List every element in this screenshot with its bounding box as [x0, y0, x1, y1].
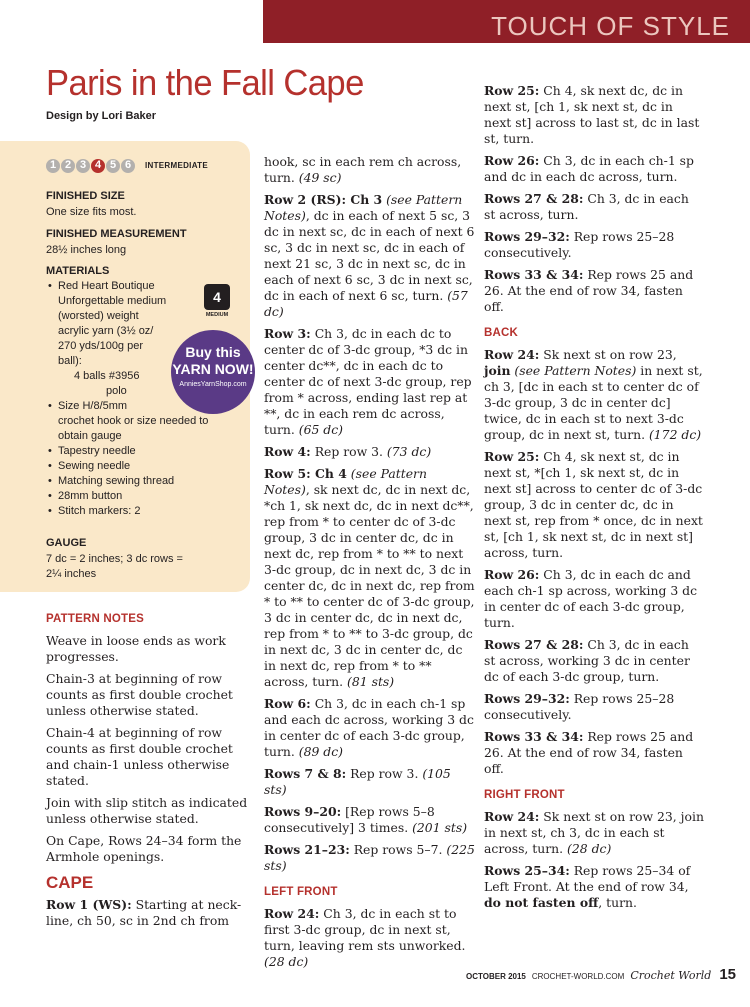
- buy-line-2: YARN NOW!: [172, 361, 254, 377]
- row-6: Row 6: Ch 3, dc in each ch-1 sp and each dc across, working 3 dc in center dc of each 3-dc group, turn. (89 dc): [264, 696, 474, 759]
- designer-credit: Design by Lori Baker: [46, 110, 157, 122]
- pattern-notes-heading: PATTERN NOTES: [46, 613, 145, 625]
- right-front-row-24: Row 24: Sk next st on row 23, join in next st, ch 3, dc in each st across, turn. (28 dc): [484, 809, 704, 856]
- section-band: [263, 0, 750, 43]
- materials-heading: MATERIALS: [46, 265, 110, 277]
- column-2: [264, 154, 475, 976]
- gauge-line-2: 2¼ inches: [46, 568, 97, 580]
- page-footer: [466, 966, 736, 983]
- back-row-26: Row 26: Ch 3, dc in each dc and each ch-1 sp across, working 3 dc in center dc of each 3-dc group, turn.: [484, 567, 698, 630]
- rows-9-20: Rows 9–20: [Rep rows 5–8 consecutively] 3 times. (201 sts): [264, 804, 468, 835]
- back-rows-29-32: Rows 29–32: Rep rows 25–28 consecutively.: [484, 691, 675, 722]
- row-3: Row 3: Ch 3, dc in each dc to center dc of 3-dc group, *3 dc in center dc**, dc in each dc to center dc of next 3-dc group, rep from * across, ending last rep at **, dc in each rem dc across, turn. (65 dc): [264, 326, 472, 437]
- yarn-weight-icon: [200, 284, 234, 318]
- skill-level-5: 5: [106, 159, 120, 173]
- buy-line-1: Buy this: [185, 344, 241, 360]
- stitch-markers-item: • Stitch markers: 2: [48, 505, 141, 517]
- skill-level-3: 3: [76, 159, 90, 173]
- yarn-item: • Red Heart Boutique: [48, 280, 155, 292]
- right-front-heading: RIGHT FRONT: [484, 789, 565, 801]
- left-front-rows-33-34: Rows 33 & 34: Rep rows 25 and 26. At the end of row 34, fasten off.: [484, 267, 694, 314]
- right-front-rows-25-34: Rows 25–34: Rep rows 25–34 of Left Front. At the end of row 34, do not fasten off, turn.: [484, 863, 691, 910]
- finished-size-text: One size fits most.: [46, 206, 137, 218]
- column-3: [484, 83, 704, 917]
- back-rows-27-28: Rows 27 & 28: Ch 3, dc in each st across, working 3 dc in center dc of each 3-dc group, turn.: [484, 637, 690, 684]
- row-5: Row 5: Ch 4 (see Pattern Notes), sk next dc, dc in next dc, *ch 1, sk next dc, dc in next dc**, rep from * to center dc of 3-dc group, 3 dc in center dc, dc in next dc, rep from * to ** to next 3-dc group, dc in next dc, 3 dc in center dc, dc in next dc, rep from * to ** to center dc of 3-dc group, 3 dc in center dc, dc in next dc, rep from * to ** to 3-dc group, dc in next dc, 3 dc in center dc, dc in next dc, rep from * to ** across, turn. (81 sts): [264, 466, 475, 689]
- left-front-row-26: Row 26: Ch 3, dc in each ch-1 sp and dc in each dc across, turn.: [484, 153, 694, 184]
- gauge-heading: GAUGE: [46, 537, 87, 549]
- skill-level-2: 2: [61, 159, 75, 173]
- section-label: TOUCH OF STYLE: [491, 11, 730, 41]
- skill-level-4-active: 4: [91, 159, 105, 173]
- gauge-line-1: 7 dc = 2 inches; 3 dc rows =: [46, 553, 183, 565]
- skill-level-1: 1: [46, 159, 60, 173]
- buy-url[interactable]: AnniesYarnShop.com: [179, 381, 247, 388]
- yarn-weight-label: MEDIUM: [205, 312, 229, 318]
- finished-size: [46, 189, 136, 220]
- column-1: [46, 611, 251, 935]
- measurement-heading: FINISHED MEASUREMENT: [46, 228, 187, 240]
- sewing-needle-item: • Sewing needle: [48, 460, 131, 472]
- rows-21-23: Rows 21–23: Rep rows 5–7. (225 sts): [264, 842, 475, 873]
- note-3: Chain-4 at beginning of row counts as first double crochet and chain-1 unless otherwise stated.: [46, 725, 233, 788]
- page-title: Paris in the Fall Cape: [46, 62, 364, 103]
- rows-7-8: Rows 7 & 8: Rep row 3. (105 sts): [264, 766, 451, 797]
- finished-size-heading: FINISHED SIZE: [46, 190, 125, 202]
- skill-label: INTERMEDIATE: [145, 161, 209, 170]
- note-1: Weave in loose ends as work progresses.: [46, 633, 226, 664]
- issue-date: OCTOBER 2015: [466, 972, 526, 981]
- left-front-heading: LEFT FRONT: [264, 886, 338, 898]
- skill-level-6: 6: [121, 159, 135, 173]
- gauge: [46, 536, 183, 582]
- page-number: 15: [719, 966, 736, 983]
- sewing-thread-item: • Matching sewing thread: [48, 475, 175, 487]
- materials: [46, 264, 232, 280]
- left-front-rows-27-28: Rows 27 & 28: Ch 3, dc in each st across, turn.: [484, 191, 689, 222]
- left-front-rows-29-32: Rows 29–32: Rep rows 25–28 consecutively.: [484, 229, 675, 260]
- note-4: Join with slip stitch as indicated unless otherwise stated.: [46, 795, 248, 826]
- back-row-25: Row 25: Ch 4, sk next st, dc in next st, *[ch 1, sk next st, dc in next st] across to center dc of 3-dc group, 3 dc in center dc, dc in next st, rep from * once, dc in next st, [ch 1, sk next st, dc in next st] across, turn.: [484, 449, 703, 560]
- note-5: On Cape, Rows 24–34 form the Armhole openings.: [46, 833, 242, 864]
- hook-item: • Size H/8/5mm: [48, 400, 128, 412]
- row-4: Row 4: Rep row 3. (73 dc): [264, 444, 432, 459]
- back-row-24: Row 24: Sk next st on row 23, join (see Pattern Notes) in next st, ch 3, [dc in each st to center dc of 3-dc group, 3 dc in center dc] twice, dc in each st to next 3-dc group, dc in next st, turn. (172 dc): [484, 347, 703, 442]
- tapestry-needle-item: • Tapestry needle: [48, 445, 136, 457]
- left-front-row-25: Row 25: Ch 4, sk next dc, dc in next st, [ch 1, sk next st, dc in next st] across to last st, dc in last st, turn.: [484, 83, 700, 146]
- materials-list: • Red Heart Boutique Unforgettable medium (worsted) weight acrylic yarn (3½ oz/ 270 yds/100g per ball): 4 balls #3956 polo • Size H/8/5mm crochet hook or size needed to obtain gauge • Tapestry needle • Sewing needle • Matching sewing thread • 28mm button • Stitch markers: 2: [46, 279, 216, 519]
- note-2: Chain-3 at beginning of row counts as first double crochet unless otherwise stated.: [46, 671, 233, 718]
- row-1: Row 1 (WS): Starting at neck-line, ch 50, sc in 2nd ch from: [46, 897, 242, 928]
- skill-level: [46, 158, 208, 173]
- back-rows-33-34: Rows 33 & 34: Rep rows 25 and 26. At the end of row 34, fasten off.: [484, 729, 694, 776]
- magazine-name: Crochet World: [630, 969, 712, 982]
- yarn-weight-number: 4: [204, 284, 230, 310]
- button-item: • 28mm button: [48, 490, 123, 502]
- cape-heading: CAPE: [46, 873, 94, 892]
- buy-yarn-badge[interactable]: [171, 330, 255, 414]
- row-2: Row 2 (RS): Ch 3 (see Pattern Notes), dc in each of next 5 sc, 3 dc in next sc, dc in each of next 6 sc, 3 dc in next sc, dc in each of next 21 sc, 3 dc in next sc, dc in each of next 6 sc, 3 dc in next sc, dc in each of next 6 sc, turn. (57 dc): [264, 192, 475, 319]
- back-heading: BACK: [484, 327, 519, 339]
- measurement-text: 28½ inches long: [46, 244, 127, 256]
- finished-measurement: [46, 227, 187, 258]
- row-1-cont: hook, sc in each rem ch across, turn. (49 sc): [264, 154, 462, 185]
- left-front-row-24: Row 24: Ch 3, dc in each st to first 3-dc group, dc in next st, turn, leaving rem sts unworked. (28 dc): [264, 906, 466, 969]
- website[interactable]: CROCHET-WORLD.COM: [531, 972, 625, 981]
